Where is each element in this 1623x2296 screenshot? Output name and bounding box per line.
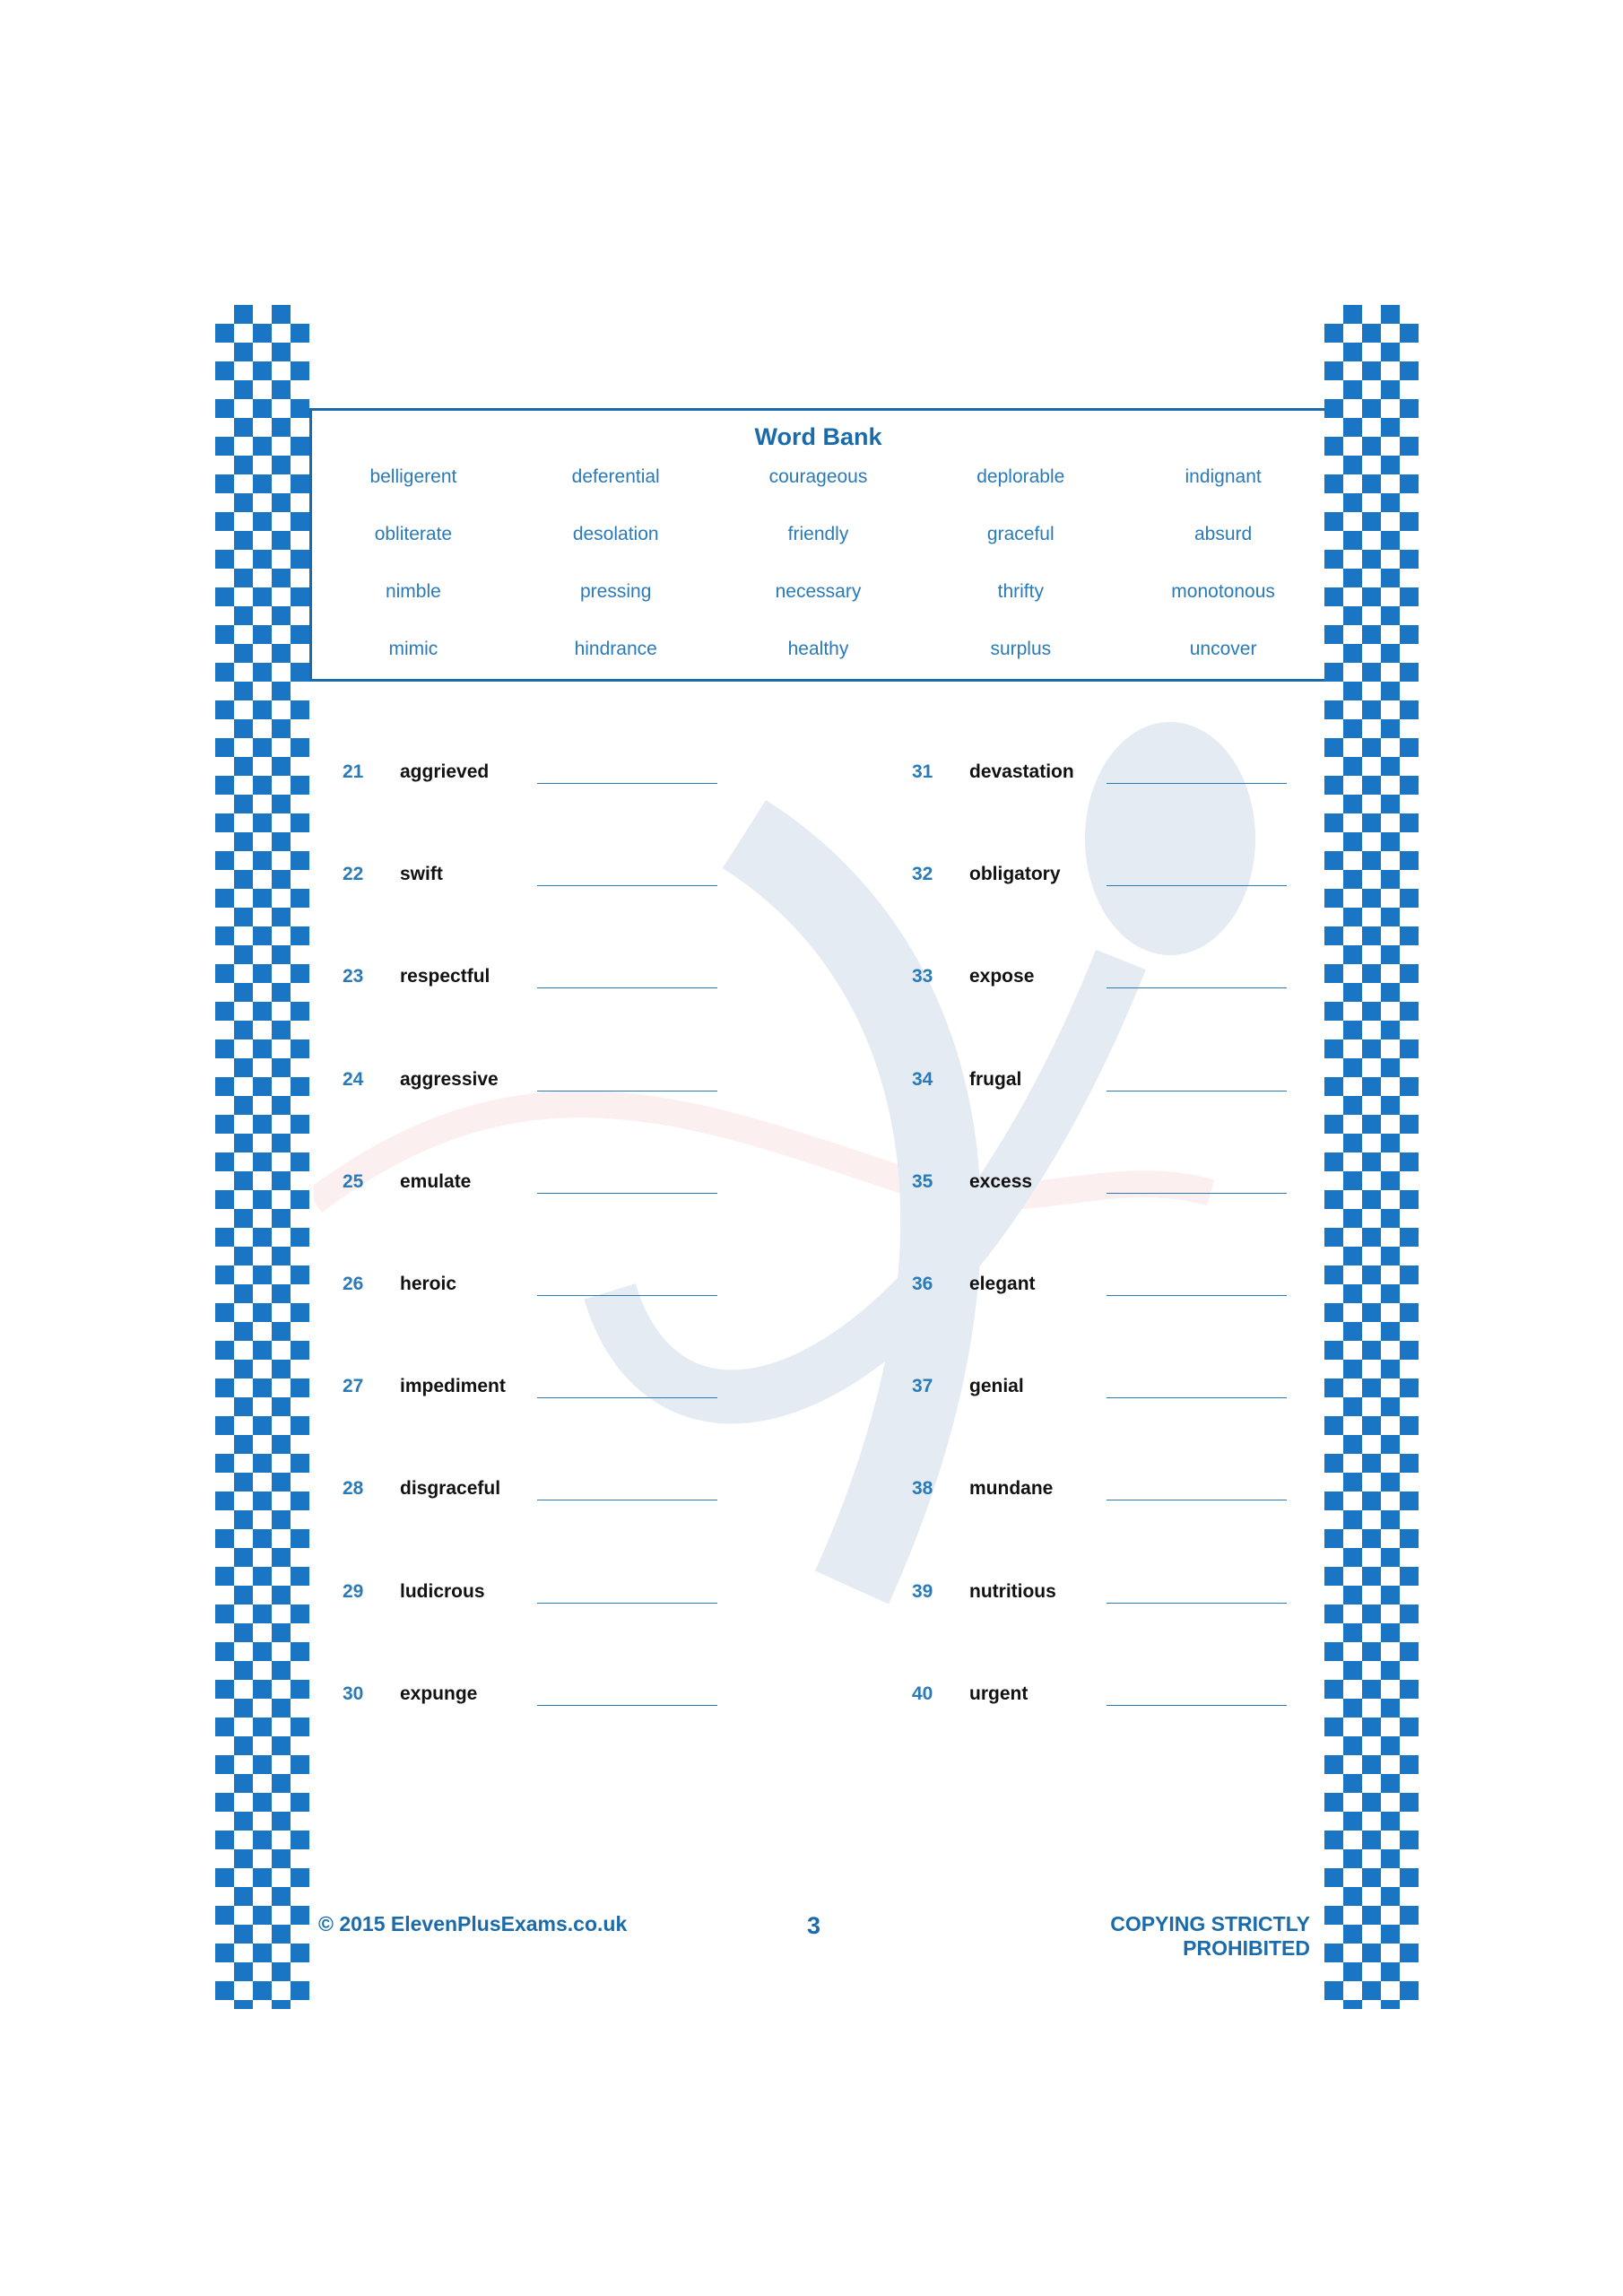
answer-line[interactable] [537,1397,717,1398]
answer-line[interactable] [537,1603,717,1604]
word-bank-item: deferential [571,466,660,487]
question-number: 33 [912,966,933,987]
answer-line[interactable] [537,987,717,988]
question-number: 32 [912,864,933,885]
word-bank-item: healthy [787,639,849,659]
word-bank-item: indignant [1185,466,1262,487]
word-bank-grid [312,466,1324,662]
question-word: aggrieved [400,761,490,782]
question-word: aggressive [400,1068,499,1090]
question-word: elegant [969,1274,1036,1294]
question-word: expunge [400,1683,478,1704]
word-bank-item: uncover [1189,639,1257,659]
answer-line[interactable] [1107,783,1287,784]
answer-line[interactable] [1107,1705,1287,1706]
word-bank-item: monotonous [1171,581,1275,602]
answer-line[interactable] [1107,1295,1287,1296]
question-number: 26 [343,1274,364,1294]
question-number: 28 [343,1478,364,1500]
answer-line[interactable] [537,1295,717,1296]
answer-line[interactable] [1107,1397,1287,1398]
question-word: emulate [400,1170,472,1192]
question-word: nutritious [969,1580,1056,1602]
question-word: urgent [969,1683,1028,1704]
question-number: 34 [912,1068,933,1090]
question-word: swift [400,864,443,885]
word-bank-item: mimic [388,639,438,659]
question-number: 24 [343,1068,364,1090]
word-bank-title: Word Bank [754,423,882,450]
page-number: 3 [807,1912,821,1939]
question-number: 25 [343,1170,364,1192]
question-word: heroic [400,1274,457,1294]
question-number: 37 [912,1376,933,1397]
question-word: impediment [400,1376,506,1397]
word-bank [309,408,1324,682]
question-word: ludicrous [400,1580,485,1602]
word-bank-item: obliterate [374,524,453,544]
word-bank-item: nimble [385,581,441,602]
word-bank-item: deplorable [976,466,1065,487]
word-bank-item: belligerent [369,466,457,487]
question-word: devastation [969,761,1074,782]
word-bank-item: hindrance [574,639,657,659]
word-bank-item: absurd [1193,524,1253,544]
question-word: expose [969,966,1035,987]
word-bank-item: necessary [775,581,862,602]
question-number: 27 [343,1376,364,1397]
answer-line[interactable] [1107,987,1287,988]
question-word: mundane [969,1478,1054,1500]
question-word: respectful [400,966,490,987]
word-bank-item: thrifty [997,581,1044,602]
answer-line[interactable] [537,1705,717,1706]
question-number: 36 [912,1274,933,1294]
question-number: 22 [343,864,364,885]
answer-line[interactable] [537,783,717,784]
question-word: frugal [969,1068,1022,1090]
word-bank-item: desolation [572,524,659,544]
word-bank-item: pressing [580,581,652,602]
question-number: 30 [343,1683,364,1704]
question-number: 21 [343,761,364,782]
decorative-border-right [1324,305,1419,2009]
question-word: genial [969,1376,1024,1397]
question-word: excess [969,1170,1033,1192]
question-number: 38 [912,1478,933,1500]
question-word: disgraceful [400,1478,501,1500]
question-number: 31 [912,761,933,782]
word-bank-item: surplus [990,639,1052,659]
answer-line[interactable] [1107,1193,1287,1194]
footer-notice: COPYING STRICTLY PROHIBITED [1110,1912,1310,1960]
word-bank-item: friendly [787,524,849,544]
question-word: obligatory [969,864,1061,885]
decorative-border-left [215,305,309,2009]
answer-line[interactable] [1107,885,1287,886]
question-number: 40 [912,1683,933,1704]
footer-copyright: © 2015 ElevenPlusExams.co.uk [318,1912,628,1935]
question-number: 35 [912,1170,933,1192]
question-number: 29 [343,1580,364,1602]
word-bank-item: graceful [986,524,1055,544]
word-bank-item: courageous [768,466,868,487]
answer-line[interactable] [1107,1603,1287,1604]
answer-line[interactable] [537,885,717,886]
answer-line[interactable] [537,1193,717,1194]
question-number: 39 [912,1580,933,1602]
question-number: 23 [343,966,364,987]
